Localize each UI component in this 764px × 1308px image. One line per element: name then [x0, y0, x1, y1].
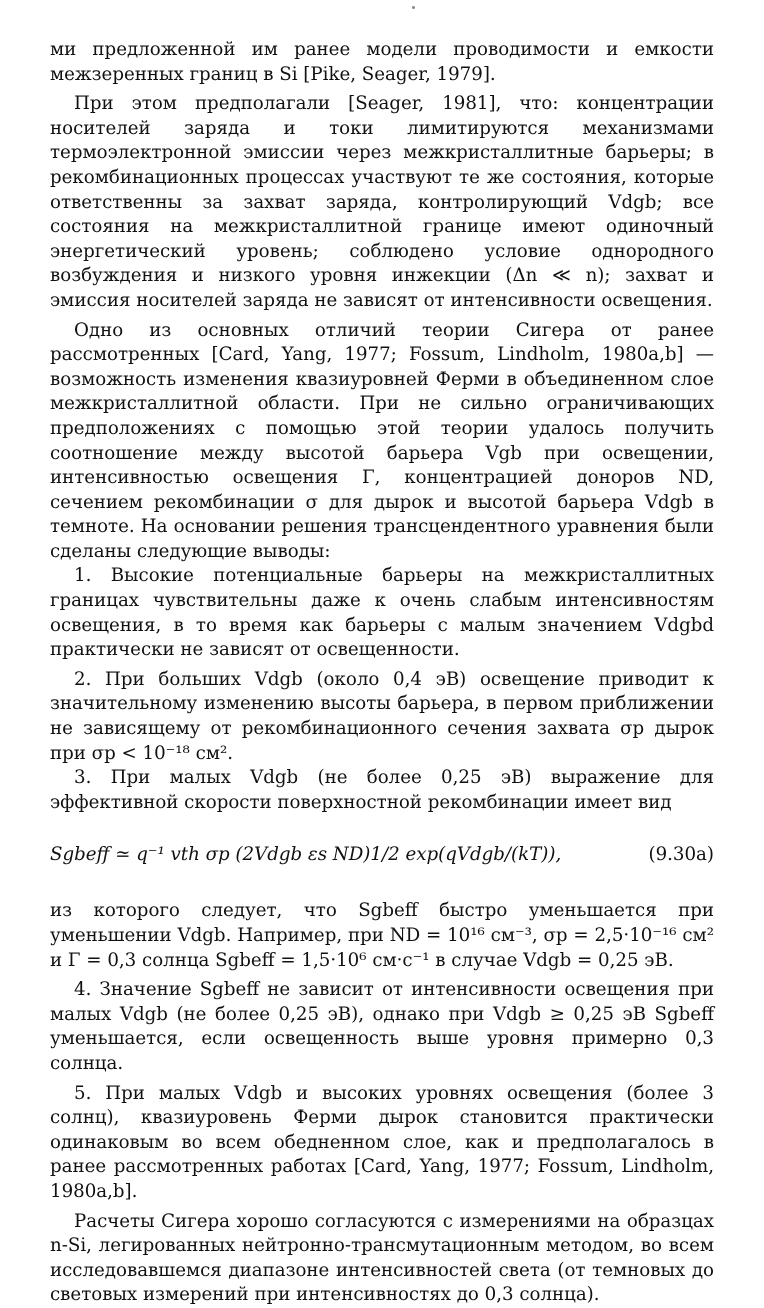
paragraph-continuation: ми предложенной им ранее модели проводимости и емкости межзеренных границ в Si [Pike, Seager, 1979]. [50, 39, 714, 85]
paragraph-seager-theory: Одно из основных отличий теории Сигера от ранее рассмотренных [Card, Yang, 1977; Fossum, Lindholm, 1980a,b] — возможность изменения квазиуровней Ферми в объединенном слое межкристаллитной области. При не сильно ограничивающих предположениях с помощью этой теории удалось получить соотношение между высотой барьера Vgb при освещении, интенсивностью освещения Γ, концентрацией доноров ND, сечением рекомбинации σ для дырок и высотой барьера Vdgb в темноте. На основании решения трансцендентного уравнения были сделаны следующие выводы: [50, 319, 714, 562]
equation-formula: Sgbeff ≃ q⁻¹ vth σp (2Vdgb εs ND)1/2 exp(qVdgb/(kT)), [50, 844, 562, 866]
equation-number: (9.30a) [648, 844, 714, 866]
paragraph-equation-consequence: из которого следует, что Sgbeff быстро уменьшается при уменьшении Vdgb. Например, при ND = 10¹⁶ см⁻³, σp = 2,5·10⁻¹⁶ см² и Γ = 0,3 солнца Sgbeff = 1,5·10⁶ см·с⁻¹ в случае Vdgb = 0,25 эВ. [50, 900, 714, 971]
paragraph-assumptions: При этом предполагали [Seager, 1981], что: концентрации носителей заряда и токи лимитируются механизмами термоэлектронной эмиссии через межкристаллитные барьеры; в рекомбинационных процессах участвуют те же состояния, которые ответственны за захват заряда, контролирующий Vdgb; все состояния на межкристаллитной границе имеют одиночный энергетический уровень; соблюдено условие однородного возбуждения и низкого уровня инжекции (Δn ≪ n); захват и эмиссия носителей заряда не зависят от интенсивности освещения. [50, 93, 714, 311]
conclusion-5: 5. При малых Vdgb и высоких уровнях освещения (более 3 солнц), квазиуровень Ферми дырок становится практически одинаковым во всем обедненном слое, как и предполагалось в ранее рассмотренных работах [Card, Yang, 1977; Fossum, Lindholm, 1980a,b]. [50, 1082, 714, 1202]
conclusion-4: 4. Значение Sgbeff не зависит от интенсивности освещения при малых Vdgb (не более 0,25 эВ), однако при Vdgb ≥ 0,25 эВ Sgbeff уменьшается, если освещенность выше уровня примерно 0,3 солнца. [50, 979, 714, 1074]
conclusion-1: 1. Высокие потенциальные барьеры на межкристаллитных границах чувствительны даже к очень слабым интенсивностям освещения, в то время как барьеры с малым значением Vdgbd практически не зависят от освещенности. [50, 565, 714, 661]
conclusion-3: 3. При малых Vdgb (не более 0,25 эВ) выражение для эффективной скорости поверхностной рекомбинации имеет вид [50, 767, 714, 813]
scan-dot [412, 6, 415, 9]
paragraph-seager-calculations: Расчеты Сигера хорошо согласуются с измерениями на образцах n-Si, легированных нейтронно-трансмутационным методом, во всем исследовавшемся диапазоне интенсивностей света (от темновых до световых измерений при интенсивностях до 0,3 солнца). [50, 1210, 714, 1306]
equation-9-30a [50, 835, 714, 875]
conclusion-2: 2. При больших Vdgb (около 0,4 эВ) освещение приводит к значительному изменению высоты барьера, в первом приближении не зависящему от рекомбинационного сечения захвата σp дырок при σp < 10⁻¹⁸ см². [50, 668, 714, 764]
